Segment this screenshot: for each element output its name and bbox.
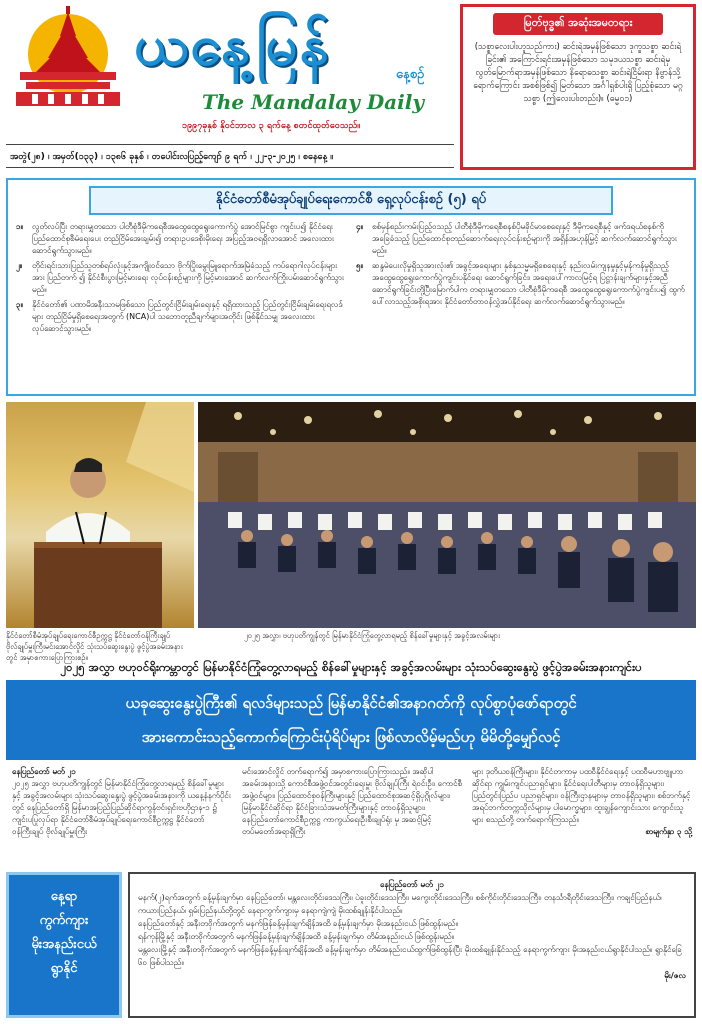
conference-photo-caption: ၂၀၂၅ အလွှာ၊ ဗဟုပတိကျွန်တွင် မြန်မာနိုင်ငံကြုံတွေ့လာရမည့် စိန်ခေါ်မှုများနှင့် အခွင့်အလမ်းများ — [244, 631, 500, 640]
weather-summary-line: ကွက်ကျား — [39, 913, 89, 928]
objective-number: ၂။ — [16, 261, 23, 270]
objective-number: ၁။ — [16, 222, 23, 231]
objective-number: ၃။ — [16, 300, 23, 309]
objective-text: လွတ်လပ်ပြီး တရားမျှတသော ပါတီစုံဒီမိုကရေစီအထွေထွေရွေးကောက်ပွဲ အောင်မြင်စွာ ကျင်းပ၍ နိုင်ငံရေး ပြည်ထောင်စုစီမံရေးပေး တည်ငြိမ်အေးချမ်း၍ တရားဥပဒေစိုးမိုးရေး အပြည့်အဝရရှိလာအောင် အလေးထားဆောင်ရွက်သွားမည်။ — [32, 222, 334, 255]
objectives-column-left — [16, 221, 346, 338]
masthead-title: ယနေ့မြန် — [134, 12, 331, 78]
speaker-at-podium-image — [6, 402, 194, 628]
main-headline — [6, 680, 696, 760]
council-objectives-title: နိုင်ငံတော်စီမံအုပ်ချုပ်ရေးကောင်စီ ရှေ့လုပ်ငန်းစဉ် (၅) ရပ် — [89, 186, 613, 215]
weather-signature: မိုး/ဇလ — [664, 971, 686, 980]
weather-summary-line: မိုးအနည်းငယ် — [31, 937, 97, 952]
article-column-1 — [12, 766, 232, 872]
speaker-photo — [6, 402, 194, 628]
masthead-english-title: The Mandalay Daily — [202, 90, 424, 114]
issue-dateline: အတွဲ(၂၈) ၊ အမှတ်(၁၃၃) ၊ ၁၃၈၆ ခုနှစ် ၊ တပေါင်းလပြည့်ကျော် ၉ ရက် ၊ ၂၂-၃-၂၀၂၅ ၊ စနေနေ့ ။ — [6, 144, 454, 168]
article-column-3 — [472, 766, 692, 872]
objective-number: ၅။ — [356, 261, 363, 270]
article-text: မင်းအောင်လှိုင် တက်ရောက်၍ အမှာစကားပြောကြားသည်။ အဆိုပါ အခမ်းအနားသို့ ကောင်စီအဖွဲ့ဝင်အတွင်းရေးမှူး ဗိုလ်ချုပ်ကြီး ရဲဝင်းဦး၊ ကောင်စီအဖွဲ့ဝင်များ၊ ပြည်ထောင်စုဝန်ကြီးများနှင့် ပြည်ထောင်စုအဆင့်ရှိပုဂ္ဂိုလ်များ၊ မြန်မာနိုင်ငံဆိုင်ရာ နိုင်ငံခြားသံအမတ်ကြီးများနှင့် တာဝန်ရှိသူများ၊ နေပြည်တော်ကောင်စီဥက္ကဋ္ဌ ကာကွယ်ရေးဦးစီးချုပ်ရုံး မှ အဆင့်မြင့်တပ်မတော်အရာရှိကြီး — [242, 767, 463, 836]
conference-hall-photo — [198, 402, 696, 628]
weather-summary-line: နေ့ရာ — [50, 889, 78, 904]
weather-forecast-row: မန္တလေးမြို့နှင့် အနီးတဝိုက်အတွက် မနက်ဖြန်ခန့်မှန်းချက်ချိန်အထိ ခန့်မှန်းချက်မှာ တိမ်အနည်းငယ်ထွက်ဖြစ်ထွန်းပြီး မိုးထစ်ချုန်းနိုင်သည့် နေရာကွက်ကျား မိုးအနည်းငယ်ရွာနိုင်ပါသည်။ ရွာနိုင်ခြေ ၆၀ ဖြစ်ပါသည်။ — [138, 945, 682, 967]
masthead — [6, 4, 454, 154]
buddha-teaching-box — [460, 4, 696, 170]
objective-item — [356, 221, 686, 257]
article-text: များ ဒုတိယဝန်ကြီးများ၊ နိုင်ငံတကာမှ ပထဝီနိုင်ငံရေးနှင့် ပထဝီမဟာဗျူဟာဆိုင်ရာ ကျွမ်းကျင်ပညာရှင်များ၊ နိုင်ငံရေးပါတီများမှ တာဝန်ရှိသူများ၊ ပြည်တွင်းပြည်ပ ပညာရှင်များ၊ ဝန်ကြီးဌာနများမှ တာဝန်ရှိသူများ၊ စစ်ဘက်နှင့်အရပ်ဘက်တက္ကသိုလ်များမှ ပါမောက္ခများ၊ ထူးချွန်ကျောင်းသား ကျောင်းသူများ စသည်တို့ တက်ရောက်ကြသည်။ — [472, 767, 691, 824]
lead-article — [12, 766, 692, 872]
weather-forecast-row: ရန်ကုန်မြို့နှင့် အနီးတဝိုက်အတွက် မနက်ဖြန်ခန့်မှန်းချက်ချိန်အထိ ခန့်မှန်းချက်မှာ တိမ်အနည်းငယ် ဖြစ်ထွန်းမည်။ — [138, 932, 454, 941]
objective-item — [16, 221, 346, 257]
weather-forecast-row: မနက်(၂)ရက်အတွက် ခန့်မှန်းချက်မှာ နေပြည်တော်၊ မန္တလေးတိုင်းဒေသကြီး၊ ပဲခူးတိုင်းဒေသကြီး၊ မကွေးတိုင်းဒေသကြီး၊ စစ်ကိုင်းတိုင်းဒေသကြီး၊ တနင်္သာရီတိုင်းဒေသကြီး၊ ကချင်ပြည်နယ်၊ ကယားပြည်နယ်၊ ရှမ်းပြည်နယ်တို့တွင် နေရာကွက်ကျားမှ နေရာကျဲကျဲ မိုးထစ်ချုန်းနိုင်ပါသည်။ — [138, 893, 662, 915]
speaker-photo-caption: နိုင်ငံတော်စီမံအုပ်ချုပ်ရေးကောင်စီဥက္ကဋ္ဌ နိုင်ငံတော်ဝန်ကြီးချုပ် ဗိုလ်ချုပ်မှူးကြီးမင်းအောင်လှိုင် သုံးသပ်ဆွေးနွေးပွဲ ဖွင့်ပွဲအခမ်းအနားတွင် အမှာစကားပြောကြားစဉ်။ — [6, 631, 183, 662]
buddha-teaching-text: (သစ္စာလေးပါးဟူသည်ကား) ဆင်းရဲအမှန်ဖြစ်သော ဒုက္ခသစ္စာ ဆင်းရဲခြင်း၏ အကြောင်းရင်းအမှန်ဖြစ်သော သမုဒယသစ္စာ ဆင်းရဲမှ လွတ်မြောက်ရာအမှန်ဖြစ်သော နိရောဓသစ္စာ ဆင်းရဲငြိမ်းရာ နိဗ္ဗာန်သို့ရောက်ကြောင်း အစစ်ဖြစ်၍ မြတ်သော အင်္ဂါရှစ်ပါးရှိ ပြည့်စုံသော မဂ္ဂသစ္စာ (ဤလေးပါးတည်း)။ (ဓမ္မ၀၁) — [473, 42, 683, 104]
objective-number: ၄။ — [356, 222, 363, 231]
objective-text: ဆန္ဒမဲပေးလိုမှုရှိသူအားလုံး၏ အခွင့်အရေးများ နှစ်နှသမ္မမရှိစေရေးနှင့် နည်းလမ်းကျနမှုနှင့်မှန်ကန်မှုရှိသည့် အထွေထွေရွေးကောက်ပွဲကျင်းပနိုင်ရေး ဆောင်ရွက်ခြင်း၊ အရေးပေါ်ကာလမြင့်ရ ပြဋ္ဌာန်းချက်များနှင့်အညီ ဆောင်ရွက်ခြင်းတို့ပြီးမြောက်ပါက တရားမျှတသော ပါတီစုံဒီမိုကရေစီ အထွေထွေရွေးကောက်ပွဲကျင်းပ၍ ထွက်ပေါ်လာသည့်အစိုးရအား နိုင်ငံတော်တာဝန်လွှဲအပ်နိုင်ရေး ဆက်လက်ဆောင်ရွက်သွားမည်။ — [372, 261, 685, 306]
article-dateline: နေပြည်တော် မတ် ၂၁ — [12, 767, 76, 776]
objective-text: စစ်မှန်စည်းကမ်းပြည့်ဝသည့် ပါတီစုံဒီမိုကရေစီစနစ်ပိုမခိုင်မာစေရေးနှင့် ဒီမိုကရေစီနှင့် ဖက်ဒရယ်စနစ်ကို အခြေခံသည့် ပြည်ထောင်စုတည်ဆောက်ရေးလုပ်ငန်းစဉ်များကို အရှိန်အဟုန်မြှင့် ဆက်လက်ဆောင်ရွက်သွားမည်။ — [372, 222, 677, 255]
article-kicker: ၂၀၂၅ အလွှာ ဗဟုဝင်ရိုးကမ္ဘာတွင် မြန်မာနိုင်ငံကြုံတွေ့လာရမည့် စိန်ခေါ်မှုများနှင့် အခွင့်အလမ်းများ သုံးသပ်ဆွေးနွေးပွဲ ဖွင့်ပွဲအခမ်းအနားကျင်းပ — [60, 660, 642, 674]
weather-summary-panel — [6, 872, 122, 1018]
masthead-subtitle: နေ့စဉ် — [396, 67, 425, 82]
council-objectives-box — [6, 178, 696, 396]
weather-dateline: နေပြည်တော် မတ် ၂၁ — [380, 880, 444, 889]
objective-item — [16, 260, 346, 296]
objective-item — [16, 299, 346, 335]
headline-line-2: အားကောင်းသည့်ကောက်ကြောင်းပုံရိပ်များ ဖြစ်လာလိမ့်မည်ဟု မိမိတို့မျှော်လင့် — [141, 728, 561, 746]
weather-forecast-box — [128, 872, 696, 1018]
continued-link[interactable]: စာမျက်နှာ ၃ သို့ — [645, 827, 692, 836]
objectives-column-right — [356, 221, 686, 338]
weather-forecast-row: နေပြည်တော်နှင့် အနီးတဝိုက်အတွက် မနက်ဖြန်ခန့်မှန်းချက်ချိန်အထိ ခန့်မှန်းချက်မှာ မိုးအနည်းငယ် ဖြစ်ထွန်းမည်။ — [138, 919, 458, 928]
conference-audience-image — [198, 402, 696, 628]
objective-item — [356, 260, 686, 308]
buddha-teaching-heading: မြတ်ဗုဒ္ဓ၏ အဆုံးအမတရား — [493, 13, 663, 35]
objective-text: နိုင်ငံတော်၏ ပဏာမိအနီးသာမဖြစ်သော ပြည်တွင်းငြိမ်းချမ်းရေးနှင့် ရရှိထားသည့် ပြည်တွင်းငြိမ်းချမ်းရေးရလဒ်များ တည်ငြိမ်မှုရှိစေရေးအတွက် (NCA)ပါ သဘောတူညီချက်များအတိုင်း ဖြစ်နိုင်သမျှ အလေးထား လုပ်ဆောင်သွားမည်။ — [32, 300, 343, 333]
article-text: ၂၀၂၅ အလွှာ ဗဟုပတိကျွန်တွင် မြန်မာနိုင်ငံကြုံတွေ့လာရမည့် စိန်ခေါ်မှုများနှင့် အခွင့်အလမ်းများ သုံးသပ်ဆွေးနွေးပွဲ ဖွင့်ပွဲအခမ်းအနားကို ယနေ့နံနက်ပိုင်းတွင် နေပြည်တော်ရှိ မြန်မာအပြည်ပြည်ဆိုင်ရာကွန်ဗင်းရှင်းဗဟိုဌာန-၁ ၌ ကျင်းပပြုလုပ်ရာ နိုင်ငံတော်စီမံအုပ်ချုပ်ရေးကောင်စီဥက္ကဋ္ဌ နိုင်ငံတော်ဝန်ကြီးချုပ် ဗိုလ်ချုပ်မှူးကြီး — [12, 779, 231, 836]
weather-summary-line: ရွာနိုင် — [50, 961, 78, 976]
pagoda-logo-icon — [8, 6, 128, 116]
masthead-tagline: ၁၉၉၇ခုနှစ် နိုဝင်ဘာလ ၃ ရက်နေ့ စတင်ထုတ်ဝေသည်။ — [182, 121, 360, 131]
article-column-2 — [242, 766, 462, 872]
objective-text: တိုင်းရင်းသားပြည်သူတစ်ရပ်လုံးနှင့်အကျိုးဝင်သော ဗိုက်ပြိုးမွေးမြူရောက်အမြဲခံသည့် ကပ်ရောဂါလုပ်ငန်းများအား ပြည်တက် ၍ နိုင်ငံစီးပွားမြင့်မားရေး လုပ်ငန်းစဉ်များကို မြင့်မားအောင် ဆက်လက်ကြိုးပမ်းဆောင်ရွက်သွားမည်။ — [32, 261, 344, 294]
headline-line-1: ယခုဆွေးနွေးပွဲကြီး၏ ရလဒ်များသည် မြန်မာနိုင်ငံ၏အနာဂတ်ကို လုပ်စွာပုံဖော်ရာတွင် — [125, 694, 577, 712]
